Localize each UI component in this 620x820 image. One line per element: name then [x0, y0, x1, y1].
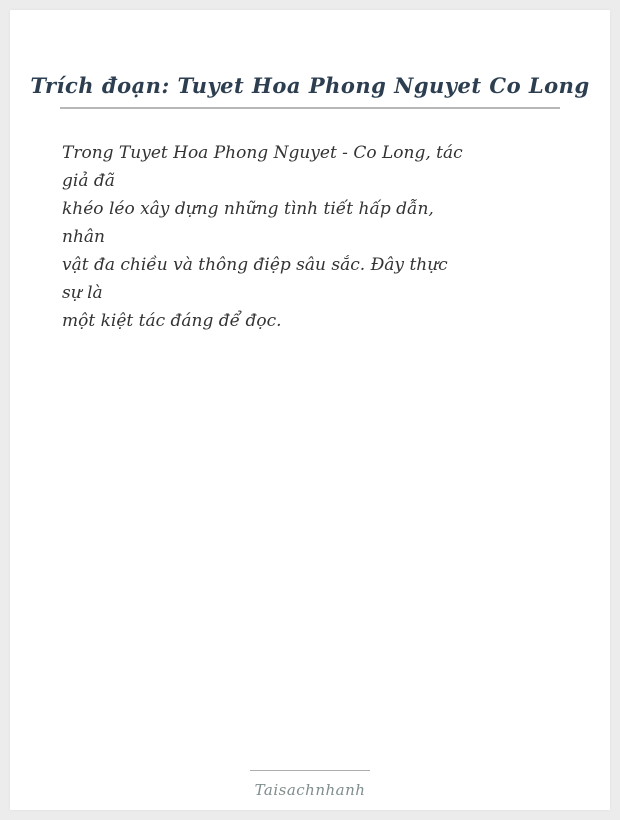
document-page: [10, 10, 610, 810]
excerpt-line: khéo léo xây dựng những tình tiết hấp dẫn,: [62, 199, 434, 219]
excerpt-line: giả đã: [62, 171, 115, 191]
excerpt-line: nhân: [62, 227, 105, 247]
excerpt-line: sự là: [62, 283, 103, 303]
footer-brand: Taisachnhanh: [254, 781, 366, 799]
excerpt-line: một kiệt tác đáng để đọc.: [62, 311, 282, 331]
page-title: Trích đoạn: Tuyet Hoa Phong Nguyet Co Long: [30, 73, 590, 98]
excerpt-paragraph: [62, 139, 574, 335]
footer-divider: [250, 770, 370, 771]
excerpt-line: vật đa chiều và thông điệp sâu sắc. Đây thực: [62, 255, 448, 275]
excerpt-line: Trong Tuyet Hoa Phong Nguyet - Co Long, tác: [62, 143, 463, 163]
title-divider: [60, 107, 560, 109]
